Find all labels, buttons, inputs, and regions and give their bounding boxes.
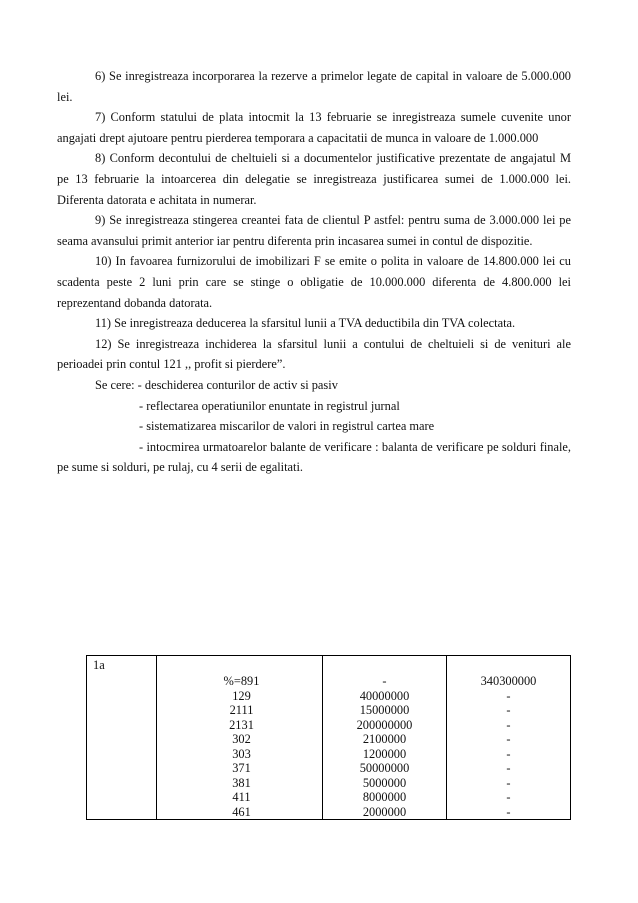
account-line: 2131 <box>229 717 254 732</box>
debit-amount: 1200000 <box>362 746 407 761</box>
credit-column <box>447 656 570 819</box>
debit-amount: 15000000 <box>359 703 410 717</box>
debit-amount: 200000000 <box>356 717 413 732</box>
account-line: 302 <box>232 732 251 746</box>
entry-label-cell <box>87 656 157 820</box>
credit-amount: - <box>506 703 511 717</box>
exercise-text <box>57 66 571 478</box>
paragraph-9: 9) Se inregistreaza stingerea creantei fata de clientul P astfel: pentru suma de 3.000.000 lei pe seama avansului primit anterior iar pentru diferenta prin incasarea sumei in contul de dispozitie. <box>57 213 571 248</box>
account-line: 381 <box>232 775 251 790</box>
paragraph-10: 10) In favoarea furnizorului de imobilizari F se emite o polita in valoare de 14.800.000 lei cu scadenta peste 2 luni prin care se stinge o obligatie de 10.000.000 diferenta de 4.800.000 lei reprezentand dobanda datorata. <box>57 254 571 310</box>
credit-amount: - <box>506 761 511 775</box>
account-line: 303 <box>232 746 251 761</box>
requirement-line-4: - intocmirea urmatoarelor balante de verificare : balanta de verificare pe solduri finale, pe sume si solduri, pe rulaj, cu 4 serii de egalitati. <box>57 439 571 475</box>
account-line: 371 <box>232 761 251 775</box>
paragraph-7: 7) Conform statului de plata intocmit la 13 februarie se inregistreaza sumele cuvenite unor angajati drept ajutoare pentru pierderea temporara a capacitatii de munca in valoare de 1.000.000 <box>57 110 571 145</box>
account-line: %=891 <box>223 674 260 688</box>
debit-amount: 50000000 <box>359 761 410 775</box>
credit-amount: - <box>506 790 511 804</box>
journal-entry-table <box>86 655 571 820</box>
paragraph-11: 11) Se inregistreaza deducerea la sfarsitul lunii a TVA deductibila din TVA colectata. <box>95 316 516 331</box>
credit-cell <box>447 656 571 820</box>
paragraph-12: 12) Se inregistreaza inchiderea la sfarsitul lunii a contului de cheltuieli si de venituri ale perioadei prin contul 121 ,, profit si pierdere”. <box>57 336 571 372</box>
account-line: 411 <box>232 790 251 804</box>
debit-amount: - <box>382 674 387 688</box>
requirement-line-2: - reflectarea operatiunilor enuntate in registrul jurnal <box>139 398 400 413</box>
debit-amount: 5000000 <box>362 775 407 790</box>
requirement-line-3: - sistematizarea miscarilor de valori in registrul cartea mare <box>139 419 435 434</box>
credit-amount: - <box>506 717 511 732</box>
paragraph-8: 8) Conform decontului de cheltuieli si a documentelor justificative prezentate de angajatul M pe 13 februarie la intoarcerea din delegatie se inregistreaza justificarea sumei de 1.000.000 lei. Diferenta datorata e achitata in numerar. <box>57 151 571 207</box>
debit-amount: 8000000 <box>362 790 407 804</box>
credit-amount: - <box>506 775 511 790</box>
entry-label: 1a <box>93 658 105 672</box>
debit-amount: 40000000 <box>359 688 410 703</box>
debit-amount: 2100000 <box>362 732 407 746</box>
debit-cell <box>323 656 447 820</box>
accounts-cell <box>157 656 323 820</box>
requirement-line-1: Se cere: - deschiderea conturilor de activ si pasiv <box>95 377 338 392</box>
account-line: 129 <box>232 688 251 703</box>
credit-amount: 340300000 <box>480 674 537 688</box>
paragraph-6: 6) Se inregistreaza incorporarea la rezerve a primelor legate de capital in valoare de 5.000.000 lei. <box>57 69 571 104</box>
account-line: 461 <box>232 804 251 819</box>
account-line: 2111 <box>229 703 254 717</box>
credit-amount: - <box>506 804 511 819</box>
debit-column <box>323 656 446 819</box>
debit-amount: 2000000 <box>362 804 407 819</box>
table-row <box>87 656 571 820</box>
credit-amount: - <box>506 688 511 703</box>
credit-amount: - <box>506 732 511 746</box>
accounts-column <box>157 656 322 819</box>
credit-amount: - <box>506 746 511 761</box>
